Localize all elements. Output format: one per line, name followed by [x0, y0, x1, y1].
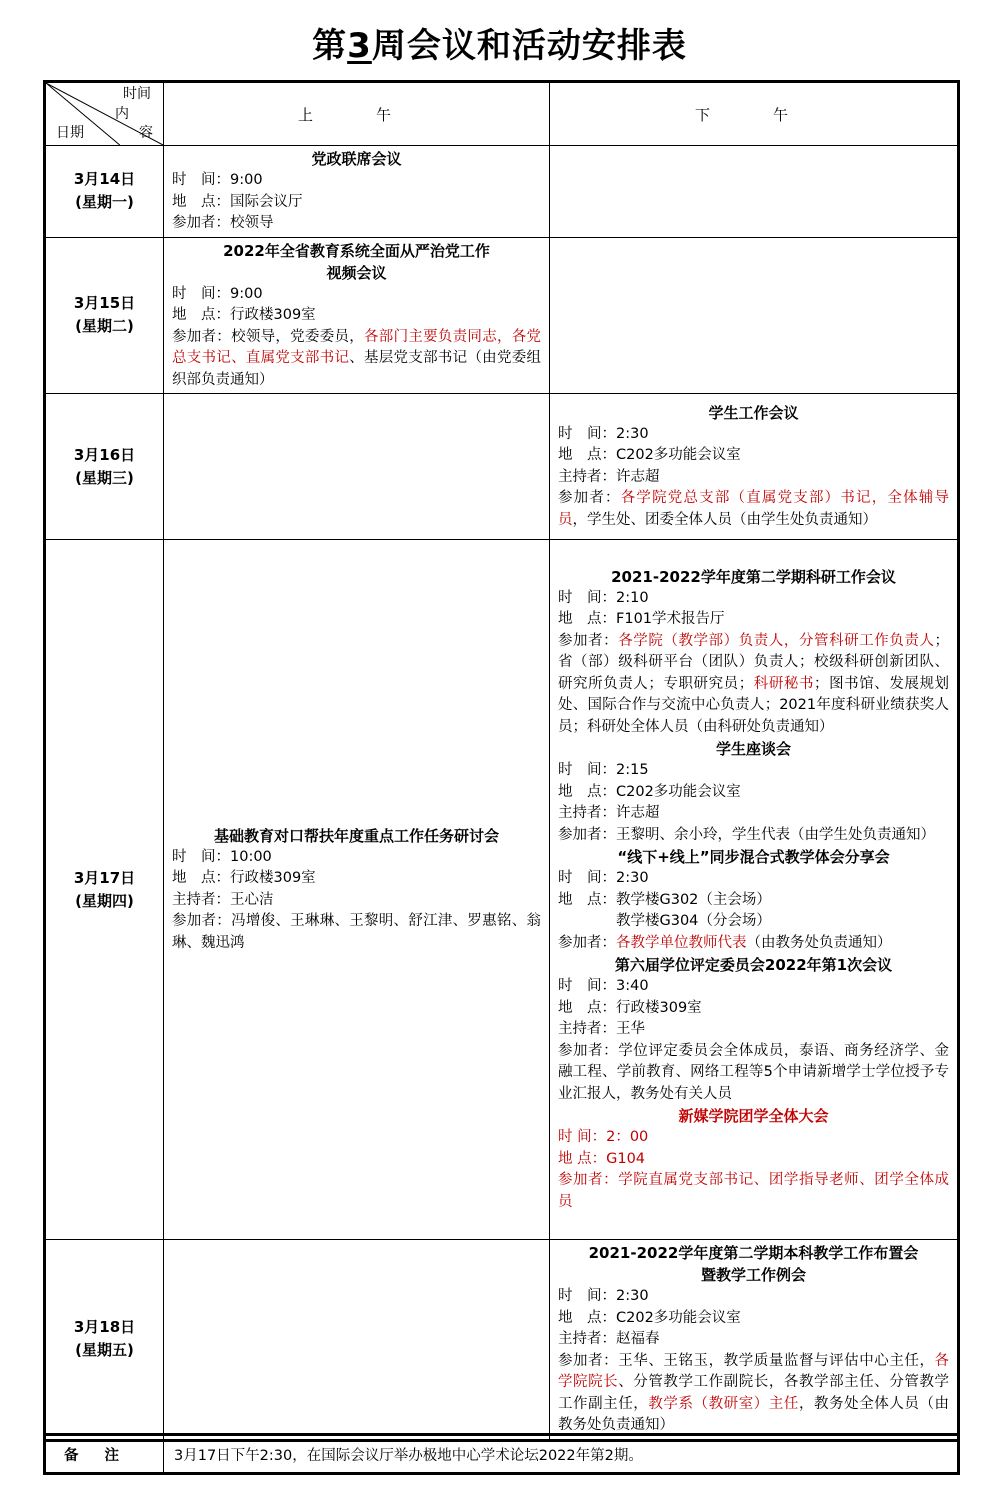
meeting-detail-line: [172, 327, 541, 392]
meeting-detail-line: [558, 1286, 949, 1308]
detail-text: 各学院院长: [558, 1352, 949, 1390]
header-pm: 下 午: [550, 82, 959, 146]
detail-text: 参加者：校领导: [172, 215, 274, 231]
detail-text: 时 间：9:00: [172, 172, 263, 188]
detail-text: 教学系（教研室）主任: [648, 1395, 799, 1412]
date-label: 3月18日: [73, 1318, 136, 1337]
meeting-block: [172, 825, 541, 955]
detail-text: 各学院党总支部（直属党支部）书记，全体辅导员: [558, 490, 949, 528]
detail-text: 主持者：王华: [558, 1021, 645, 1038]
meeting-title: “线下+线上”同步混合式教学体会分享会: [617, 848, 890, 867]
am-cell: [164, 1240, 550, 1441]
meeting-block: [558, 1242, 949, 1437]
detail-text: 参加者：王华、王铭玉，教学质量监督与评估中心主任，: [558, 1352, 935, 1369]
meeting-detail-line: [172, 213, 541, 235]
meeting-detail-line: [558, 424, 949, 446]
date-label: 3月16日: [73, 445, 136, 464]
date-label: 3月15日: [73, 294, 136, 313]
date-cell: [45, 237, 164, 394]
header-am: 上 午: [164, 82, 550, 146]
meeting-detail-line: [558, 1329, 949, 1351]
detail-text: 各学院（教学部）负责人，分管科研工作负责人: [618, 632, 935, 649]
detail-text: 各部门主要负责同志，各党总支书记、直属党支部书记: [172, 328, 542, 366]
weekday-label: (星期五): [75, 1341, 134, 1360]
date-cell: [45, 394, 164, 540]
meeting-detail-line: [558, 1041, 949, 1106]
detail-text: 主持者：王心洁: [172, 891, 274, 908]
meeting-block: [172, 148, 541, 235]
detail-text: 地 点：C202多功能会议室: [558, 1309, 741, 1326]
detail-text: 主持者：许志超: [558, 468, 660, 485]
detail-text: 时 间：9:00: [172, 285, 263, 302]
meeting-detail-line: [558, 998, 949, 1020]
meeting-block: [558, 1105, 949, 1213]
am-cell: [164, 394, 550, 540]
date-cell: [45, 540, 164, 1240]
meeting-detail-line: [558, 911, 949, 933]
detail-text: 地 点：行政楼309室: [558, 999, 702, 1016]
am-cell: [164, 540, 550, 1240]
detail-text: 科研秘书: [753, 675, 815, 692]
detail-text: 、基层党支部书记（由党委组织部负责通知）: [172, 350, 541, 388]
detail-text: 时 间：3:40: [558, 978, 649, 995]
meeting-detail-line: [558, 467, 949, 489]
meeting-title: 新媒学院团学全体大会: [678, 1107, 829, 1126]
detail-text: 地 点：国际会议厅: [172, 193, 303, 210]
pm-cell: [550, 540, 959, 1240]
detail-text: 参加者：校领导，党委委员，: [172, 328, 365, 345]
meeting-block: [172, 240, 541, 392]
day-row: [45, 394, 959, 540]
meeting-block: [558, 402, 949, 532]
diagonal-header: [45, 82, 164, 146]
meeting-detail-line: [172, 284, 541, 306]
detail-text: 参加者：: [558, 934, 616, 951]
note-table: [43, 1433, 960, 1475]
meeting-title-cont: 暨教学工作例会: [700, 1266, 806, 1284]
meeting-detail-line: [558, 1351, 949, 1437]
detail-text: 地 点：行政楼309室: [172, 870, 316, 887]
detail-text: ，教务处全体人员（由教务处负责通知）: [558, 1395, 950, 1433]
meeting-title: 学生工作会议: [708, 403, 799, 422]
detail-text: 、分管教学工作副院长，各教学部主任、分管教学工作副主任，: [558, 1374, 950, 1412]
meeting-detail-line: [558, 825, 949, 847]
header-date: 日期: [56, 125, 84, 141]
meeting-detail-line: [172, 305, 541, 327]
detail-text: 地 点：教学楼G302（主会场）: [558, 891, 771, 908]
date-cell: [45, 146, 164, 238]
detail-text: 时 间：2:10: [558, 589, 649, 606]
meeting-detail-line: [558, 1149, 949, 1171]
note-label: 备注: [45, 1435, 164, 1474]
weekday-label: (星期二): [75, 317, 134, 336]
meeting-detail-line: [558, 609, 949, 631]
detail-text: 各教学单位教师代表: [616, 934, 747, 951]
detail-text: 参加者：学院直属党支部书记、团学指导老师、团学全体成员: [558, 1172, 949, 1210]
meeting-block: [558, 566, 949, 739]
weekday-label: (星期四): [75, 891, 134, 910]
schedule-table: [43, 80, 960, 1442]
meeting-detail-line: [558, 631, 949, 739]
meeting-title: 2021-2022学年度第二学期科研工作会议: [611, 567, 896, 586]
meeting-detail-line: [558, 1127, 949, 1149]
meeting-detail-line: [172, 170, 541, 192]
meeting-detail-line: [172, 192, 541, 214]
detail-text: 地 点：C202多功能会议室: [558, 447, 741, 464]
meeting-detail-line: [558, 782, 949, 804]
note-text: 3月17日下午2:30，在国际会议厅举办极地中心学术论坛2022年第2期。: [164, 1435, 959, 1474]
meeting-detail-line: [172, 911, 541, 954]
meeting-detail-line: [558, 1308, 949, 1330]
header-time: 时间: [123, 86, 151, 102]
meeting-title: 基础教育对口帮扶年度重点工作任务研讨会: [213, 826, 499, 845]
detail-text: ；省（部）级科研平台（团队）负责人；校级科研创新团队、研究所负责人；专职研究员；: [558, 632, 950, 692]
detail-text: 时 间：2:30: [558, 1288, 649, 1304]
pm-cell: [550, 1240, 959, 1441]
detail-text: 教学楼G304（分会场）: [558, 913, 771, 930]
detail-text: ，学生处、团委全体人员（由学生处负责通知）: [572, 511, 877, 528]
detail-text: 时 间：10:00: [172, 848, 272, 865]
weekday-label: (星期三): [75, 468, 134, 487]
meeting-title: 第六届学位评定委员会2022年第1次会议: [614, 956, 893, 975]
meeting-block: [558, 738, 949, 846]
detail-text: ；图书馆、发展规划处、国际合作与交流中心负责人；2021年度科研业绩获奖人员；科研处全体人员（由科研处负责通知）: [558, 675, 950, 735]
meeting-detail-line: [558, 1019, 949, 1041]
meeting-title: 2021-2022学年度第二学期本科教学工作布置会: [588, 1244, 919, 1262]
detail-text: 地 点：F101学术报告厅: [558, 611, 725, 628]
detail-text: 时 间：2：00: [558, 1129, 649, 1146]
day-row: [45, 237, 959, 394]
am-cell: [164, 146, 550, 238]
meeting-detail-line: [558, 933, 949, 955]
meeting-detail-line: [558, 488, 949, 531]
pm-cell: [550, 237, 959, 394]
page-title: 第3周会议和活动安排表: [312, 26, 687, 66]
header-nei: 内: [115, 106, 129, 122]
header-row: [45, 82, 959, 146]
meeting-detail-line: [558, 803, 949, 825]
meeting-detail-line: [558, 445, 949, 467]
meeting-detail-line: [558, 976, 949, 998]
detail-text: 时 间：2:30: [558, 425, 649, 442]
day-row: [45, 1240, 959, 1441]
detail-text: 地 点：行政楼309室: [172, 307, 316, 323]
meeting-title: 党政联席会议: [311, 150, 402, 168]
meeting-detail-line: [558, 760, 949, 782]
meeting-detail-line: [172, 868, 541, 890]
meeting-detail-line: [172, 847, 541, 869]
meeting-detail-line: [172, 890, 541, 912]
meeting-title-cont: 视频会议: [326, 263, 387, 282]
detail-text: 参加者：: [558, 632, 619, 649]
pm-cell: [550, 146, 959, 238]
detail-text: 参加者：冯增俊、王琳琳、王黎明、舒江津、罗惠铭、翁琳、魏迅鸿: [172, 913, 541, 951]
detail-text: 主持者：许志超: [558, 805, 660, 822]
header-rong: 容: [139, 125, 153, 141]
detail-text: 参加者：学位评定委员会全体成员，泰语、商务经济学、金融工程、学前教育、网络工程等5个申请新增学士学位授予专业汇报人，教务处有关人员: [558, 1042, 949, 1102]
date-label: 3月14日: [73, 170, 136, 189]
meeting-detail-line: [558, 588, 949, 610]
detail-text: 时 间：2:30: [558, 870, 649, 887]
meeting-detail-line: [558, 868, 949, 890]
meeting-detail-line: [558, 1170, 949, 1213]
date-cell: [45, 1240, 164, 1441]
am-cell: [164, 237, 550, 394]
day-row: [45, 146, 959, 238]
day-row: [45, 540, 959, 1240]
detail-text: 地 点：G104: [558, 1150, 646, 1167]
date-label: 3月17日: [73, 868, 136, 887]
detail-text: （由教务处负责通知）: [746, 934, 892, 951]
detail-text: 参加者：王黎明、余小玲，学生代表（由学生处负责通知）: [558, 826, 935, 843]
meeting-detail-line: [558, 890, 949, 912]
meeting-title: 学生座谈会: [715, 740, 791, 759]
weekday-label: (星期一): [75, 193, 134, 212]
detail-text: 时 间：2:15: [558, 762, 649, 779]
meeting-title: 2022年全省教育系统全面从严治党工作: [223, 241, 490, 260]
pm-cell: [550, 394, 959, 540]
detail-text: 主持者：赵福春: [558, 1331, 660, 1347]
meeting-block: [558, 954, 949, 1105]
detail-text: 参加者：: [558, 490, 621, 507]
detail-text: 地 点：C202多功能会议室: [558, 783, 741, 800]
meeting-block: [558, 846, 949, 954]
